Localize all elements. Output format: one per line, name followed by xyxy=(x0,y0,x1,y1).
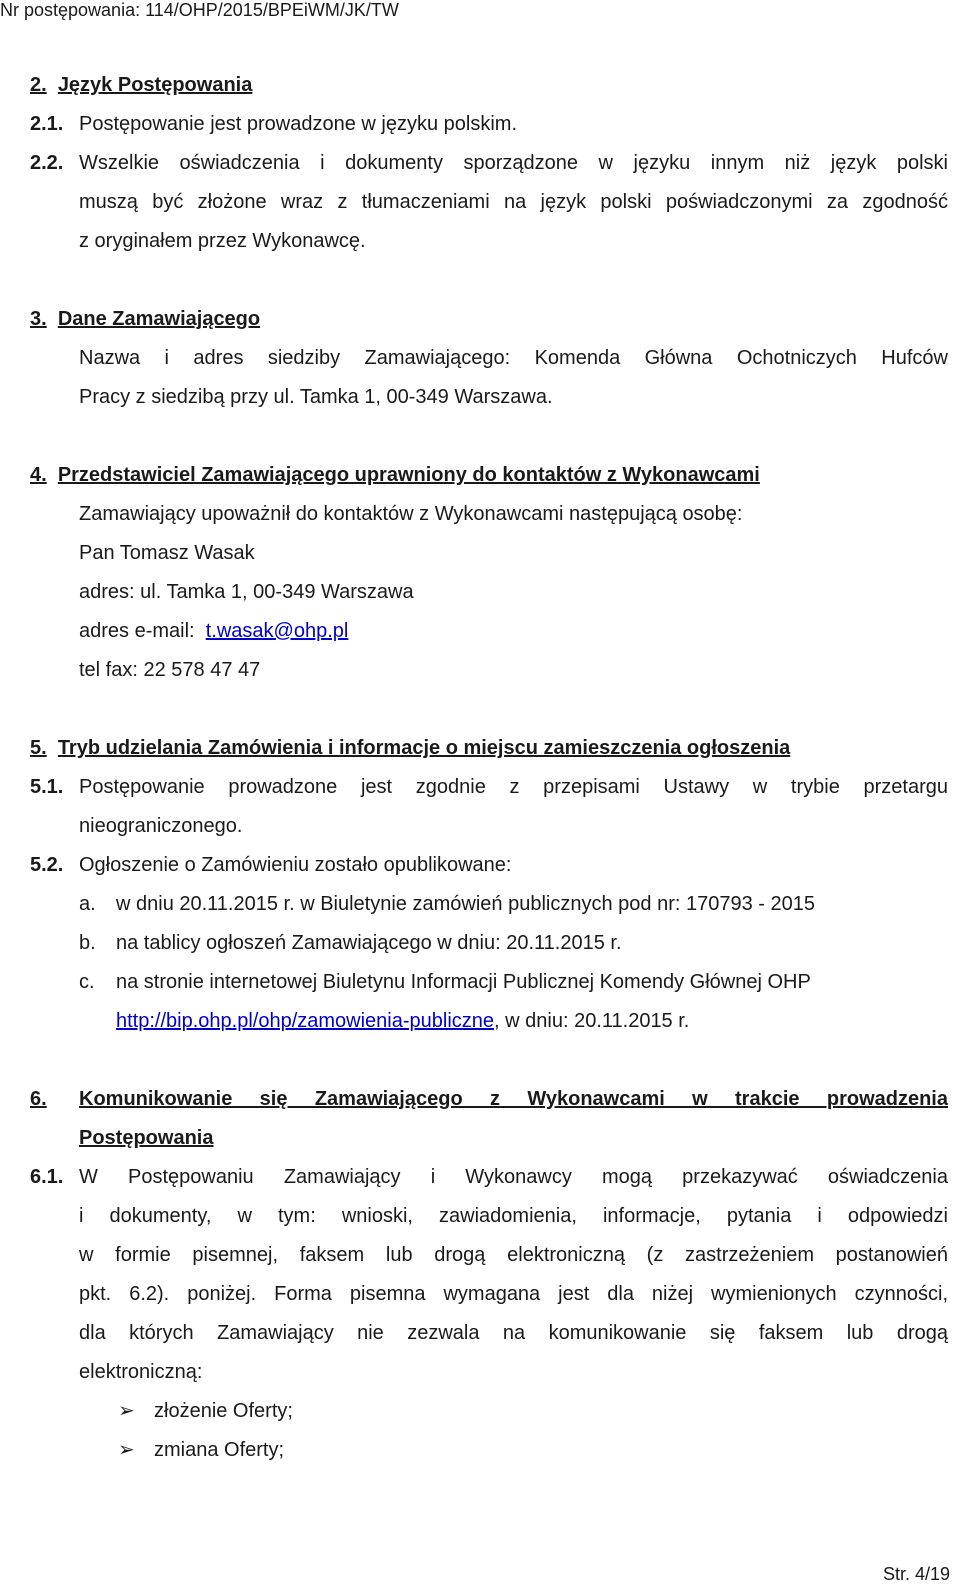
list-item-b-text: na tablicy ogłoszeń Zamawiającego w dniu: 20.11.2015 r. xyxy=(116,932,622,954)
list-item-b xyxy=(30,924,948,963)
list-item-a-letter: a. xyxy=(79,893,96,915)
paragraph-2-2-line-1: Wszelkie oświadczenia i dokumenty sporządzone w języku innym niż język polski xyxy=(79,152,948,174)
paragraph-6-1-line-5: dla których Zamawiający nie zezwala na komunikowanie się faksem lub drogą xyxy=(79,1322,948,1344)
section-2-title: Język Postępowania xyxy=(57,74,253,96)
paragraph-5-1-line-1: Postępowanie prowadzone jest zgodnie z przepisami Ustawy w trybie przetargu xyxy=(79,776,948,798)
paragraph-6-1 xyxy=(30,1158,948,1392)
section-4-title: Przedstawiciel Zamawiającego uprawniony do kontaktów z Wykonawcami xyxy=(57,464,760,486)
section-3-number: 3. xyxy=(30,308,47,330)
paragraph-6-1-number: 6.1. xyxy=(30,1166,64,1188)
document-page xyxy=(30,66,948,1470)
paragraph-2-2-line-2: muszą być złożone wraz z tłumaczeniami na język polski poświadczonymi za zgodność xyxy=(79,191,948,213)
paragraph-2-2-text xyxy=(79,144,948,261)
list-item-b-letter: b. xyxy=(79,932,96,954)
bullet-item-1-text: złożenie Oferty; xyxy=(154,1400,293,1422)
section-2-number: 2. xyxy=(30,74,47,96)
contact-person-name: Pan Tomasz Wasak xyxy=(79,542,255,564)
paragraph-2-2-line-3: z oryginałem przez Wykonawcę. xyxy=(79,230,366,252)
paragraph-6-1-line-1: W Postępowaniu Zamawiający i Wykonawcy mogą przekazywać oświadczenia xyxy=(79,1166,948,1188)
arrow-bullet-icon: ➢ xyxy=(118,1439,135,1461)
document-reference-number: Nr postępowania: 114/OHP/2015/BPEiWM/JK/TW xyxy=(0,0,399,20)
section-4-heading xyxy=(30,456,948,495)
list-item-a xyxy=(30,885,948,924)
paragraph-6-1-line-6: elektroniczną: xyxy=(79,1361,203,1383)
section-3-heading xyxy=(30,300,948,339)
paragraph-5-2-number: 5.2. xyxy=(30,854,64,876)
paragraph-2-1 xyxy=(30,105,948,144)
list-item-c-text xyxy=(116,963,811,1041)
section-5-heading xyxy=(30,729,948,768)
list-item-c-letter: c. xyxy=(79,971,95,993)
section-3-line-1: Nazwa i adres siedziby Zamawiającego: Komenda Główna Ochotniczych Hufców xyxy=(79,347,948,369)
contact-email-link[interactable]: t.wasak@ohp.pl xyxy=(205,620,349,642)
list-item-c-line-1: na stronie internetowej Biuletynu Informacji Publicznej Komendy Głównej OHP xyxy=(116,971,811,993)
list-item-a-text: w dniu 20.11.2015 r. w Biuletynie zamówień publicznych pod nr: 170793 - 2015 xyxy=(116,893,815,915)
contact-fax: tel fax: 22 578 47 47 xyxy=(79,659,261,681)
arrow-bullet-icon: ➢ xyxy=(118,1400,135,1422)
contact-email-label: adres e-mail: xyxy=(79,620,195,642)
paragraph-6-1-line-2: i dokumenty, w tym: wnioski, zawiadomienia, informacje, pytania i odpowiedzi xyxy=(79,1205,948,1227)
paragraph-5-1 xyxy=(30,768,948,846)
contact-address: adres: ul. Tamka 1, 00-349 Warszawa xyxy=(79,581,414,603)
list-item-c-date: , w dniu: 20.11.2015 r. xyxy=(494,1010,690,1032)
paragraph-6-1-text xyxy=(79,1158,948,1392)
paragraph-2-1-text: Postępowanie jest prowadzone w języku polskim. xyxy=(79,113,517,135)
paragraph-5-1-line-2: nieograniczonego. xyxy=(79,815,243,837)
page-number: Str. 4/19 xyxy=(882,1564,950,1584)
paragraph-5-2 xyxy=(30,846,948,885)
bullet-item-1 xyxy=(30,1392,948,1431)
section-6-title-line-1: Komunikowanie się Zamawiającego z Wykonawcami w trakcie prowadzenia xyxy=(79,1088,948,1110)
paragraph-2-1-number: 2.1. xyxy=(30,113,64,135)
bullet-item-2 xyxy=(30,1431,948,1470)
section-5-title: Tryb udzielania Zamówienia i informacje o miejscu zamieszczenia ogłoszenia xyxy=(57,737,791,759)
paragraph-6-1-line-3: w formie pisemnej, faksem lub drogą elektroniczną (z zastrzeżeniem postanowień xyxy=(79,1244,948,1266)
list-item-c xyxy=(30,963,948,1041)
paragraph-2-2-number: 2.2. xyxy=(30,152,64,174)
list-item-c-line-2 xyxy=(116,1002,811,1041)
paragraph-5-1-text xyxy=(79,768,948,846)
section-2-heading xyxy=(30,66,948,105)
paragraph-2-2 xyxy=(30,144,948,261)
contact-email-row xyxy=(30,612,948,651)
section-4-number: 4. xyxy=(30,464,47,486)
paragraph-5-1-number: 5.1. xyxy=(30,776,64,798)
paragraph-5-2-text: Ogłoszenie o Zamówieniu zostało opublikowane: xyxy=(79,854,512,876)
section-3-title: Dane Zamawiającego xyxy=(57,308,261,330)
section-3-line-2: Pracy z siedzibą przy ul. Tamka 1, 00-349 Warszawa. xyxy=(79,386,553,408)
paragraph-6-1-line-4: pkt. 6.2). poniżej. Forma pisemna wymagana jest dla niżej wymienionych czynności, xyxy=(79,1283,948,1305)
section-5-number: 5. xyxy=(30,737,47,759)
section-6-title-line-2: Postępowania xyxy=(79,1127,214,1149)
section-6-heading xyxy=(30,1080,948,1158)
section-6-number: 6. xyxy=(30,1088,47,1110)
bullet-item-2-text: zmiana Oferty; xyxy=(154,1439,285,1461)
section-4-line-1: Zamawiający upoważnił do kontaktów z Wykonawcami następującą osobę: xyxy=(79,503,743,525)
bip-link[interactable]: http://bip.ohp.pl/ohp/zamowienia-publiczne xyxy=(116,1010,495,1032)
